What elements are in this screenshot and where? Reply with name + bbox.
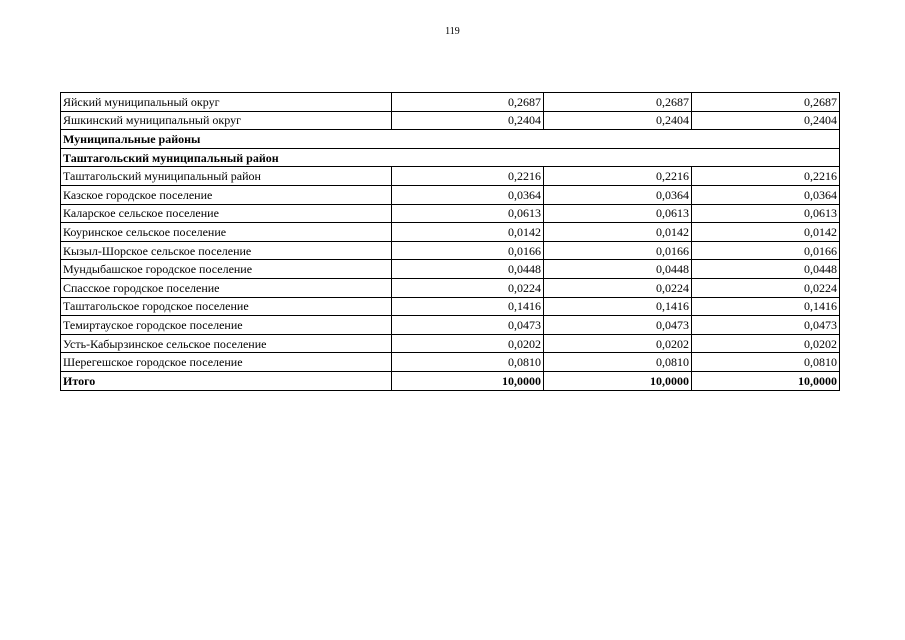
value-cell-2: 0,0224: [544, 278, 692, 297]
value-cell-3: 0,0166: [692, 241, 840, 260]
value-cell-1: 0,0473: [392, 316, 544, 335]
value-cell-1: 0,2687: [392, 93, 544, 112]
value-cell-1: 0,0613: [392, 204, 544, 223]
row-name-cell: Шерегешское городское поселение: [61, 353, 392, 372]
row-name-cell: Муниципальные районы: [61, 130, 840, 149]
value-cell-1: 0,0142: [392, 223, 544, 242]
value-cell-2: 0,0448: [544, 260, 692, 279]
value-cell-2: 0,0166: [544, 241, 692, 260]
value-cell-1: 0,2404: [392, 111, 544, 130]
row-name-cell: Таштагольское городское поселение: [61, 297, 392, 316]
value-cell-3: 0,0202: [692, 334, 840, 353]
value-cell-2: 0,0613: [544, 204, 692, 223]
table-row: [61, 167, 840, 186]
row-name-cell: Каларское сельское поселение: [61, 204, 392, 223]
value-cell-2: 0,0202: [544, 334, 692, 353]
value-cell-1: 0,0202: [392, 334, 544, 353]
value-cell-1: 0,0166: [392, 241, 544, 260]
value-cell-3: 0,2216: [692, 167, 840, 186]
row-name-cell: Темиртауское городское поселение: [61, 316, 392, 335]
table-row: [61, 353, 840, 372]
table-body: [61, 93, 840, 391]
table-row: [61, 334, 840, 353]
value-cell-2: 0,0142: [544, 223, 692, 242]
value-cell-1: 0,0224: [392, 278, 544, 297]
value-cell-2: 0,0810: [544, 353, 692, 372]
value-cell-2: 0,0473: [544, 316, 692, 335]
value-cell-2: 0,2404: [544, 111, 692, 130]
value-cell-3: 0,0810: [692, 353, 840, 372]
value-cell-3: 0,0613: [692, 204, 840, 223]
value-cell-1: 0,1416: [392, 297, 544, 316]
row-name-cell: Яйский муниципальный округ: [61, 93, 392, 112]
value-cell-3: 0,1416: [692, 297, 840, 316]
table-row: [61, 297, 840, 316]
value-cell-2: 0,0364: [544, 185, 692, 204]
value-cell-3: 0,0142: [692, 223, 840, 242]
table-row: [61, 93, 840, 112]
value-cell-3: 0,2687: [692, 93, 840, 112]
value-cell-3: 0,0473: [692, 316, 840, 335]
value-cell-3: 0,0364: [692, 185, 840, 204]
row-name-cell: Коуринское сельское поселение: [61, 223, 392, 242]
value-cell-3: 0,0448: [692, 260, 840, 279]
section-header-row: [61, 130, 840, 149]
value-cell-1: 0,0448: [392, 260, 544, 279]
row-name-cell: Усть-Кабырзинское сельское поселение: [61, 334, 392, 353]
table-row: [61, 185, 840, 204]
table-row: [61, 241, 840, 260]
row-name-cell: Спасское городское поселение: [61, 278, 392, 297]
value-cell-3: 10,0000: [692, 371, 840, 390]
table-row: [61, 316, 840, 335]
value-cell-3: 0,0224: [692, 278, 840, 297]
row-name-cell: Таштагольский муниципальный район: [61, 167, 392, 186]
table-row: [61, 204, 840, 223]
value-cell-1: 10,0000: [392, 371, 544, 390]
total-row: [61, 371, 840, 390]
row-name-cell: Таштагольский муниципальный район: [61, 148, 840, 167]
row-name-cell: Мундыбашское городское поселение: [61, 260, 392, 279]
table-row: [61, 223, 840, 242]
value-cell-2: 0,1416: [544, 297, 692, 316]
value-cell-3: 0,2404: [692, 111, 840, 130]
table-row: [61, 260, 840, 279]
allocation-table: [60, 92, 840, 391]
value-cell-2: 0,2216: [544, 167, 692, 186]
value-cell-1: 0,0810: [392, 353, 544, 372]
section-header-row: [61, 148, 840, 167]
page-number: 119: [445, 26, 460, 37]
row-name-cell: Итого: [61, 371, 392, 390]
value-cell-2: 10,0000: [544, 371, 692, 390]
table-row: [61, 278, 840, 297]
row-name-cell: Кызыл-Шорское сельское поселение: [61, 241, 392, 260]
table-row: [61, 111, 840, 130]
row-name-cell: Яшкинский муниципальный округ: [61, 111, 392, 130]
value-cell-1: 0,2216: [392, 167, 544, 186]
value-cell-1: 0,0364: [392, 185, 544, 204]
row-name-cell: Казское городское поселение: [61, 185, 392, 204]
value-cell-2: 0,2687: [544, 93, 692, 112]
